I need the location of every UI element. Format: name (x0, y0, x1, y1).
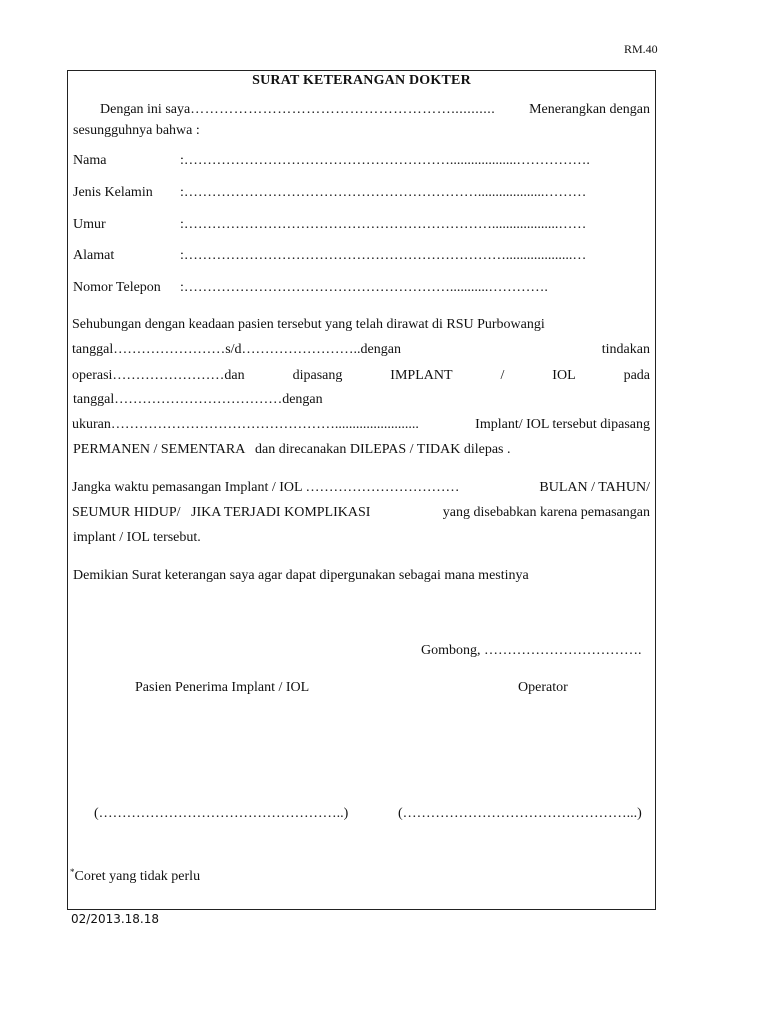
intro-line2: sesungguhnya bahwa : (73, 123, 200, 138)
field-label-alamat: Alamat (73, 248, 115, 263)
patient-signature-label: Pasien Penerima Implant / IOL (135, 680, 310, 695)
operator-signature-line[interactable]: (…………………………………………...) (398, 806, 642, 821)
footnote-text: Coret yang tidak perlu (74, 869, 201, 884)
field-value-alamat[interactable]: :……………………………………………………………...................… (180, 248, 587, 263)
para2-line2 (72, 505, 650, 521)
patient-signature-line[interactable]: (……………………………………………..) (94, 806, 349, 821)
footnote (70, 869, 200, 885)
para1-line3-w5: pada (623, 368, 650, 383)
intro-prefix: Dengan ini saya (100, 102, 191, 117)
field-value-nama[interactable]: :…………………………………………………...................……………. (180, 153, 590, 168)
intro-line (72, 102, 650, 118)
field-label-nama: Nama (73, 153, 107, 168)
para2-line1-left: Jangka waktu pemasangan Implant / IOL …………………………… (72, 480, 460, 495)
operator-signature-label: Operator (518, 680, 568, 695)
intro-suffix: Menerangkan dengan (529, 102, 650, 117)
para1-line3-w2: IMPLANT (390, 368, 453, 383)
para1-line1-text: Sehubungan dengan keadaan pasien tersebut yang telah dirawat di RSU Purbowangi (72, 317, 545, 332)
para1-line5-right: Implant/ IOL tersebut dipasang (475, 417, 650, 432)
para2-line3: implant / IOL tersebut. (73, 530, 201, 545)
footer-code: 02/2013.18.18 (71, 912, 160, 926)
para3: Demikian Surat keterangan saya agar dapat dipergunakan sebagai mana mestinya (73, 568, 529, 583)
para1-line3-w4: IOL (552, 368, 576, 383)
para1-line5-left: ukuran…………………………………………........................ (72, 417, 419, 432)
para2-line1 (72, 480, 650, 496)
para1-line3-w3: / (500, 368, 505, 383)
para1-line2-right: tindakan (601, 342, 650, 357)
intro-dots: ………………………………………………........... (190, 102, 496, 117)
field-label-nomor-telepon: Nomor Telepon (73, 280, 161, 295)
form-title: SURAT KETERANGAN DOKTER (252, 73, 471, 88)
para1-line2-left: tanggal……………………s/d……………………..dengan (72, 342, 401, 357)
para1-line5 (72, 417, 650, 433)
para2-line2-left: SEUMUR HIDUP/ JIKA TERJADI KOMPLIKASI (72, 505, 371, 520)
field-label-jenis-kelamin: Jenis Kelamin (73, 185, 153, 200)
para1-line1 (72, 317, 650, 333)
para1-line3 (72, 368, 650, 384)
place-date[interactable]: Gombong, ……………………………. (421, 643, 642, 658)
field-label-umur: Umur (73, 217, 106, 232)
para1-line6: PERMANEN / SEMENTARA dan direcanakan DILEPAS / TIDAK dilepas . (73, 442, 511, 457)
document-code: RM.40 (624, 42, 658, 56)
footnote-mark: * (70, 867, 75, 877)
para2-line2-right: yang disebabkan karena pemasangan (442, 505, 650, 520)
para1-line3-w1: dipasang (292, 368, 343, 383)
field-value-umur[interactable]: :…………………………………………………………...................…… (180, 217, 587, 232)
para1-line3-w0: operasi……………………dan (72, 368, 245, 383)
field-value-nomor-telepon[interactable]: :…………………………………………………...........…………. (180, 280, 548, 295)
para1-line4: tanggal………………………………dengan (73, 392, 323, 407)
field-value-jenis-kelamin[interactable]: :………………………………………………………...................……… (180, 185, 587, 200)
para1-line2 (72, 342, 650, 358)
para2-line1-right: BULAN / TAHUN/ (539, 480, 650, 495)
